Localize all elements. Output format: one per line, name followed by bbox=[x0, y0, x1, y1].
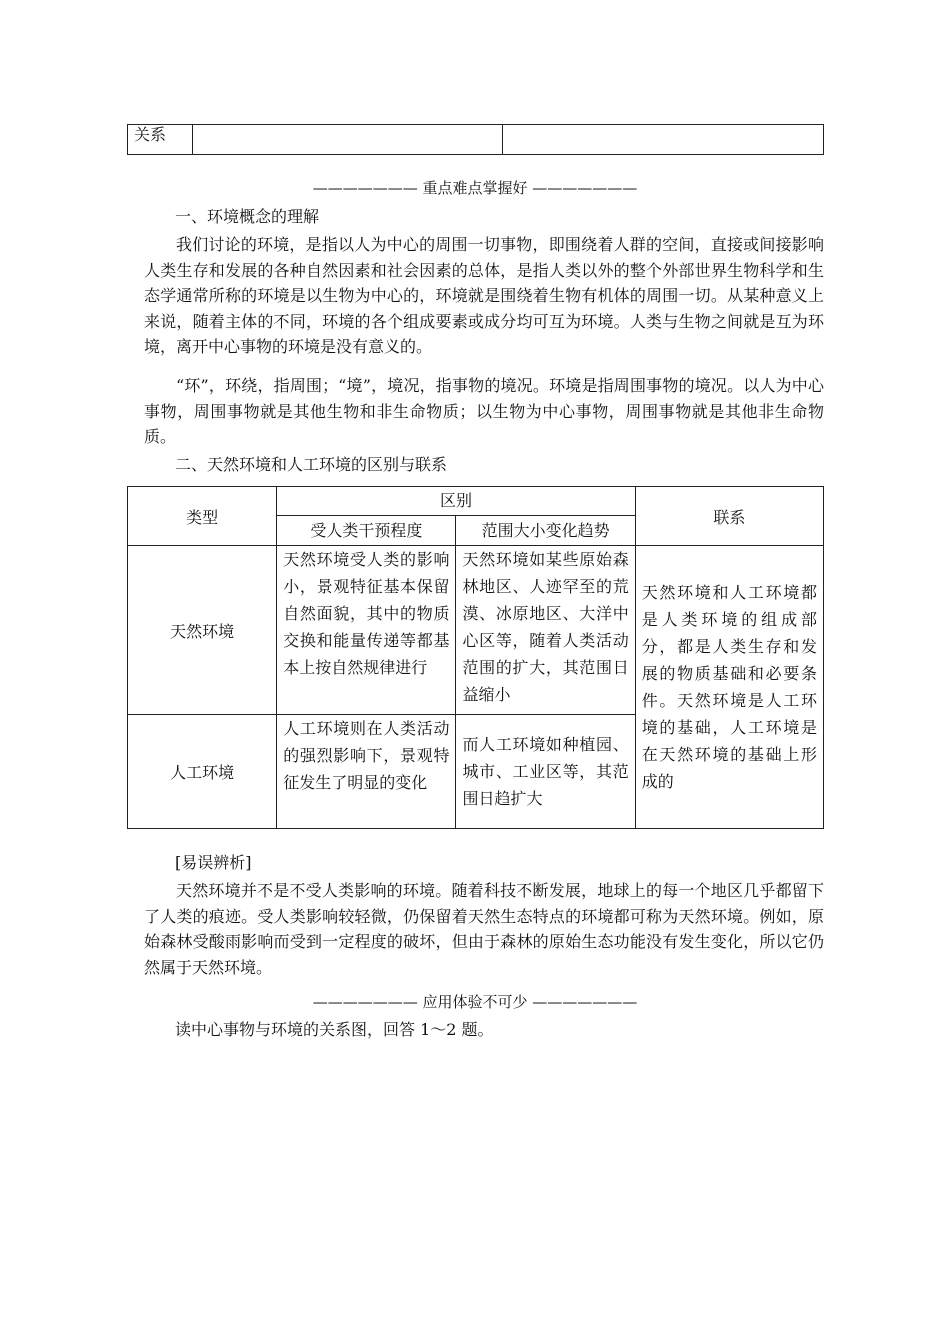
section-key-divider: ——————— 重点难点掌握好 ——————— bbox=[312, 179, 638, 197]
header-type: 类型 bbox=[128, 487, 277, 546]
link-text: 天然环境和人工环境都是人类环境的组成部分，都是人类生存和发展的物质基础和必要条件。天然环境是人工环境的基础，人工环境是在天然环境的基础上形成的 bbox=[641, 583, 817, 791]
row-natural-range-text: 天然环境如某些原始森林地区、人迹罕至的荒漠、冰原地区、大洋中心区等，随着人类活动范围的扩大，其范围日益缩小 bbox=[462, 550, 629, 704]
mistake-analysis-label: [易误辨析] bbox=[175, 853, 252, 872]
row-artificial-range-text: 而人工环境如种植园、城市、工业区等，其范围日趋扩大 bbox=[462, 735, 629, 808]
heading-environment-concept: 一、环境概念的理解 bbox=[175, 207, 320, 226]
heading-natural-vs-artificial: 二、天然环境和人工环境的区别与联系 bbox=[175, 455, 448, 474]
header-difference: 区别 bbox=[277, 487, 636, 516]
paragraph-environment-meaning: “环”，环绕，指周围；“境”，境况，指事物的境况。环境是指周围事物的境况。以人为中心事物，周围事物就是其他生物和非生命物质；以生物为中心事物，周围事物就是其他非生命物质。 bbox=[144, 376, 824, 447]
section-apply-divider: ——————— 应用体验不可少 ——————— bbox=[312, 993, 638, 1011]
relation-cell-3 bbox=[503, 125, 824, 155]
relation-cell-2 bbox=[192, 125, 503, 155]
paragraph-mistake-analysis: 天然环境并不是不受人类影响的环境。随着科技不断发展，地球上的每一个地区几乎都留下了人类的痕迹。受人类影响较轻微，仍保留着天然生态特点的环境都可称为天然环境。例如，原始森林受酸雨影响而受到一定程度的破坏，但由于森林的原始生态功能没有发生变化，所以它仍然属于天然环境。 bbox=[144, 881, 824, 977]
row-artificial-range bbox=[456, 715, 635, 829]
top-relation-table bbox=[127, 124, 824, 155]
paragraph-environment-definition: 我们讨论的环境，是指以人为中心的周围一切事物，即围绕着人群的空间，直接或间接影响人类生存和发展的各种自然因素和社会因素的总体，是指人类以外的整个外部世界生物科学和生态学通常所称的环境是以生物为中心的，环境就是围绕着生物有机体的周围一切。从某种意义上来说，随着主体的不同，环境的各个组成要素或成分均可互为环境。人类与生物之间就是互为环境，离开中心事物的环境是没有意义的。 bbox=[144, 235, 824, 357]
row-artificial-intervention bbox=[277, 715, 456, 829]
link-cell bbox=[635, 546, 823, 829]
header-range-trend: 范围大小变化趋势 bbox=[456, 516, 635, 546]
relation-label: 关系 bbox=[128, 125, 193, 155]
row-artificial-type: 人工环境 bbox=[128, 715, 277, 829]
header-intervention: 受人类干预程度 bbox=[277, 516, 456, 546]
row-artificial-intervention-text: 人工环境则在人类活动的强烈影响下，景观特征发生了明显的变化 bbox=[283, 719, 450, 792]
natural-artificial-table bbox=[127, 486, 824, 829]
question-prompt: 读中心事物与环境的关系图，回答 1～2 题。 bbox=[175, 1020, 494, 1039]
row-natural-range bbox=[456, 546, 635, 715]
header-link: 联系 bbox=[635, 487, 823, 546]
row-natural-intervention bbox=[277, 546, 456, 715]
row-natural-type: 天然环境 bbox=[128, 546, 277, 715]
row-natural-intervention-text: 天然环境受人类的影响小，景观特征基本保留自然面貌，其中的物质交换和能量传递等都基本上按自然规律进行 bbox=[283, 550, 450, 677]
